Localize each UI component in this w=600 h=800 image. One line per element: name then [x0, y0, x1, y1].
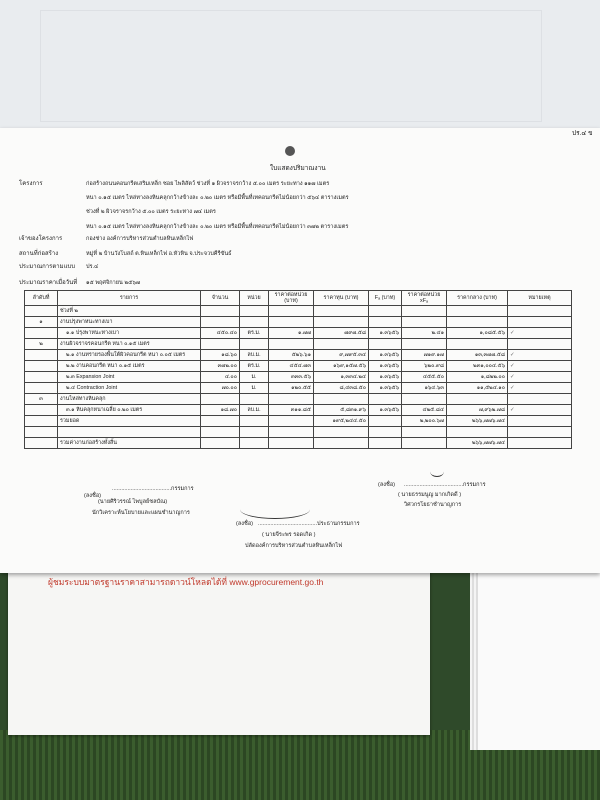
- cell-uprice: [269, 317, 314, 328]
- cell-uprice: [269, 339, 314, 350]
- cell-no: ๒: [25, 339, 58, 350]
- cell-item: ๓.๑ หินคลุกหนาเฉลี่ย ๐.๒๐ เมตร: [58, 405, 201, 416]
- project-line-4: หนา ๐.๑๕ เมตร ไหล่ทางลงหินคลุกกว้างข้างละ ๐.๒๐ เมตร หรือมีพื้นที่เทคอนกรีตไม่น้อยกว่า ๓๗๒ ตารางเมตร: [86, 224, 349, 230]
- cell-fa: ๑.๓๖๕๖: [369, 350, 402, 361]
- cell-no: [25, 416, 58, 427]
- table-row: [25, 306, 572, 317]
- project-line-2: หนา ๐.๑๕ เมตร ไหล่ทางลงหินคลุกกว้างข้างละ ๐.๒๐ เมตร หรือมีพื้นที่เทคอนกรีตไม่น้อยกว่า ๕๖๔ ตารางเมตร: [86, 195, 349, 201]
- site-label: สถานที่ก่อสร้าง: [19, 251, 59, 257]
- cell-no: [25, 427, 58, 438]
- cell-uprice: ๓๓๓.๕๖: [269, 372, 314, 383]
- table-row: [25, 361, 572, 372]
- cell-note: ✓: [508, 350, 572, 361]
- cell-item: ๒.๓ Expansion Joint: [58, 372, 201, 383]
- cell-mid: [447, 339, 508, 350]
- cell-item: งานผิวจราจรคอนกรีต หนา ๐.๑๕ เมตร: [58, 339, 201, 350]
- table-header-row: [25, 291, 572, 306]
- table-body: [25, 306, 572, 449]
- form-code: ปร.๔ ข: [572, 130, 593, 137]
- project-label: โครงการ: [19, 181, 43, 187]
- cell-qty: ๑๘.๖๐: [201, 350, 240, 361]
- header-unit: หน่วย: [240, 291, 269, 306]
- cell-uprice: ๔๕๔.๗๓: [269, 361, 314, 372]
- cell-ufa: [402, 394, 447, 405]
- cell-qty: ๔.๐๐: [201, 372, 240, 383]
- cell-cost: [314, 339, 369, 350]
- header-unit-fa: ราคาต่อหน่วย xFₐ: [402, 291, 447, 306]
- faded-table-outline: [40, 10, 542, 122]
- left-sign-line: ......................................กรรมการ: [112, 486, 194, 492]
- cell-fa: [369, 438, 402, 449]
- cell-fa: ๑.๓๖๕๖: [369, 361, 402, 372]
- project-line-1: ก่อสร้างถนนคอนกรีตเสริมเหล็ก ซอย ไพลิสัตว์ ช่วงที่ ๑ ผิวจราจรกว้าง ๕.๐๐ เมตร ระยะทาง ๑๑๗ เมตร: [86, 181, 330, 187]
- cell-mid: ๒๖๖,๗๗๖.๗๔: [447, 416, 508, 427]
- cell-cost: ๑,๓๓๔.๒๔: [314, 372, 369, 383]
- cell-fa: [369, 306, 402, 317]
- table-row: [25, 438, 572, 449]
- cell-cost: [314, 427, 369, 438]
- cell-uprice: [269, 306, 314, 317]
- cell-ufa: ๒.๔๑: [402, 328, 447, 339]
- site-value: หมู่ที่ ๒ บ้านวังโบสถ์ ต.หินเหล็กไฟ อ.หัวหิน จ.ประจวบคีรีขันธ์: [86, 251, 232, 257]
- cell-qty: [201, 317, 240, 328]
- cell-note: ✓: [508, 372, 572, 383]
- cell-ufa: ๗๑๙.๑๗: [402, 350, 447, 361]
- cell-ufa: ๔๒๕.๘๔: [402, 405, 447, 416]
- cell-mid: [447, 394, 508, 405]
- cell-qty: ๑๘.๗๐: [201, 405, 240, 416]
- cell-note: ✓: [508, 405, 572, 416]
- cell-unit: ม.: [240, 383, 269, 394]
- cell-unit: [240, 306, 269, 317]
- cell-item: งานไหล่ทางหินคลุก: [58, 394, 201, 405]
- cell-note: [508, 339, 572, 350]
- header-item: รายการ: [58, 291, 201, 306]
- cell-uprice: [269, 427, 314, 438]
- cell-uprice: [269, 438, 314, 449]
- cell-mid: ๗,๙๖๒.๗๘: [447, 405, 508, 416]
- cell-unit: [240, 317, 269, 328]
- cell-uprice: ๑.๗๗: [269, 328, 314, 339]
- cell-uprice: [269, 394, 314, 405]
- cell-fa: ๑.๓๖๕๖: [369, 383, 402, 394]
- procurement-link-text: ผู้ชมระบบมาตรฐานราคาสามารถดาวน์โหลดได้ที่ www.gprocurement.go.th: [48, 577, 324, 587]
- cell-no: [25, 361, 58, 372]
- lower-document-sheet: [8, 565, 430, 735]
- cell-qty: [201, 416, 240, 427]
- cell-unit: [240, 394, 269, 405]
- header-unit-price: ราคาต่อหน่วย (บาท): [269, 291, 314, 306]
- header-note: หมายเหตุ: [508, 291, 572, 306]
- cell-mid: [447, 306, 508, 317]
- cell-ufa: [402, 438, 447, 449]
- quantity-table: [24, 290, 572, 449]
- cell-mid: ๒๓๑,๐๐๔.๕๖: [447, 361, 508, 372]
- header-median-price: ราคากลาง (บาท): [447, 291, 508, 306]
- cell-no: [25, 372, 58, 383]
- cell-no: [25, 306, 58, 317]
- cell-cost: [314, 306, 369, 317]
- binder-clip-icon: [285, 146, 295, 156]
- cell-mid: ๒๖๖,๗๗๖.๗๔: [447, 438, 508, 449]
- cell-qty: [201, 306, 240, 317]
- right-signature-scribble: [430, 466, 444, 477]
- table-row: [25, 372, 572, 383]
- cell-cost: ๑๖๙,๑๕๗.๕๖: [314, 361, 369, 372]
- paper-stack: [478, 565, 600, 750]
- cell-cost: [314, 438, 369, 449]
- cell-item: รวมยอด: [58, 416, 201, 427]
- header-no: ลำดับที่: [25, 291, 58, 306]
- owner-value: กองช่าง องค์การบริหารส่วนตำบลหินเหล็กไฟ: [86, 236, 194, 242]
- header-qty: จำนวน: [201, 291, 240, 306]
- cell-item: [58, 427, 201, 438]
- table-row: [25, 339, 572, 350]
- cell-note: [508, 416, 572, 427]
- cell-item: ๑.๑ ปรุงพาหนะทางเบา: [58, 328, 201, 339]
- cell-cost: ๙,๗๙๕.๓๔: [314, 350, 369, 361]
- cell-uprice: ๕๒๖.๖๑: [269, 350, 314, 361]
- owner-label: เจ้าของโครงการ: [19, 236, 63, 242]
- cell-item: ๒.๔ Contraction Joint: [58, 383, 201, 394]
- cell-uprice: ๓๑๑.๘๕: [269, 405, 314, 416]
- table-row: [25, 405, 572, 416]
- cell-note: [508, 438, 572, 449]
- cell-no: [25, 405, 58, 416]
- left-sign-prefix: (ลงชื่อ): [84, 493, 102, 499]
- cell-ufa: [402, 317, 447, 328]
- table-row: [25, 394, 572, 405]
- center-sign-line: ......................................ประธานกรรมการ: [258, 521, 360, 527]
- center-signature-scribble: [240, 500, 310, 519]
- cell-unit: ตร.ม.: [240, 328, 269, 339]
- cell-fa: ๑.๓๖๕๖: [369, 372, 402, 383]
- cell-cost: ๕,๘๓๑.๙๖: [314, 405, 369, 416]
- document-title: ใบแสดงปริมาณงาน: [270, 165, 326, 172]
- cell-mid: ๑,๘๒๒.๐๐: [447, 372, 508, 383]
- header-cost: ราคาทุน (บาท): [314, 291, 369, 306]
- cell-fa: [369, 427, 402, 438]
- cell-ufa: ๖๒๐.๙๘: [402, 361, 447, 372]
- cell-note: ✓: [508, 328, 572, 339]
- cell-fa: [369, 416, 402, 427]
- cell-uprice: ๑๒๐.๕๕: [269, 383, 314, 394]
- center-signer-role: ปลัดองค์การบริหารส่วนตำบลหินเหล็กไฟ: [245, 543, 343, 549]
- cell-qty: [201, 394, 240, 405]
- cell-uprice: [269, 416, 314, 427]
- table-row: [25, 383, 572, 394]
- cell-ufa: [402, 339, 447, 350]
- center-signer-name: ( นายจีระพร รอดเกิด ): [262, 532, 316, 538]
- cell-qty: [201, 339, 240, 350]
- date-value: ๑๕ พฤศจิกายน ๒๕๖๗: [86, 280, 141, 286]
- cell-item: รวมค่างานก่อสร้างทั้งสิ้น: [58, 438, 201, 449]
- cell-mid: ๑,๐๘๕.๕๖: [447, 328, 508, 339]
- cell-cost: [314, 394, 369, 405]
- cell-qty: [201, 427, 240, 438]
- cell-note: ✓: [508, 361, 572, 372]
- header-fa: Fₐ (บาท): [369, 291, 402, 306]
- cell-unit: [240, 427, 269, 438]
- cell-unit: [240, 339, 269, 350]
- cell-mid: ๑๑,๕๒๔.๑๐: [447, 383, 508, 394]
- cell-qty: ๔๕๐.๔๐: [201, 328, 240, 339]
- cell-no: [25, 438, 58, 449]
- cell-unit: ตร.ม.: [240, 361, 269, 372]
- cell-mid: [447, 317, 508, 328]
- cell-ufa: [402, 427, 447, 438]
- cell-fa: ๑.๓๖๕๖: [369, 405, 402, 416]
- table-row: [25, 317, 572, 328]
- cell-mid: [447, 427, 508, 438]
- cell-qty: [201, 438, 240, 449]
- table-row: [25, 350, 572, 361]
- table-row: [25, 416, 572, 427]
- cell-qty: ๓๗๒.๐๐: [201, 361, 240, 372]
- right-sign-line: ......................................กรรมการ: [404, 482, 486, 488]
- cell-no: ๓: [25, 394, 58, 405]
- cell-cost: [314, 317, 369, 328]
- cell-cost: ๗๙๗.๕๘: [314, 328, 369, 339]
- center-sign-prefix: (ลงชื่อ): [236, 521, 254, 527]
- cell-mid: ๑๓,๓๗๗.๕๘: [447, 350, 508, 361]
- cell-unit: ลบ.ม.: [240, 405, 269, 416]
- right-signer-name: ( นายธรรมนูญ มากเกิดดี ): [398, 492, 462, 498]
- cell-unit: [240, 438, 269, 449]
- cell-note: [508, 317, 572, 328]
- cell-ufa: [402, 306, 447, 317]
- cell-unit: ลบ.ม.: [240, 350, 269, 361]
- cell-no: [25, 350, 58, 361]
- cell-note: [508, 394, 572, 405]
- cell-fa: [369, 317, 402, 328]
- cell-no: [25, 383, 58, 394]
- cell-item: งานปรุงพาหนะทางเบา: [58, 317, 201, 328]
- cell-note: ✓: [508, 383, 572, 394]
- cell-note: [508, 306, 572, 317]
- cell-cost: ๘,๔๓๘.๕๐: [314, 383, 369, 394]
- cell-fa: [369, 339, 402, 350]
- cell-no: [25, 328, 58, 339]
- table-row: [25, 328, 572, 339]
- cell-note: [508, 427, 572, 438]
- cell-unit: ม.: [240, 372, 269, 383]
- right-signer-role: วิศวกรโยธาชำนาญการ: [404, 502, 462, 508]
- cell-cost: ๑๙๕,๒๔๔.๕๐: [314, 416, 369, 427]
- left-signer-name: (นายศิริวรรณ์ ไพบูลย์ชลบัณ): [98, 499, 168, 505]
- right-sign-prefix: (ลงชื่อ): [378, 482, 396, 488]
- cell-no: ๑: [25, 317, 58, 328]
- cell-ufa: ๒,๒๐๐.๖๗: [402, 416, 447, 427]
- project-line-3: ช่วงที่ ๒ ผิวจราจรกว้าง ๕.๐๐ เมตร ระยะทาง ๗๔ เมตร: [86, 209, 216, 215]
- cell-unit: [240, 416, 269, 427]
- cell-ufa: ๔๕๕.๕๐: [402, 372, 447, 383]
- left-signer-role: นักวิเคราะห์นโยบายและแผนชำนาญการ: [92, 510, 190, 516]
- form-label: ประมาณการตามแบบ: [19, 264, 76, 270]
- table-row: [25, 427, 572, 438]
- cell-item: ๒.๑ งานทรายรองพื้นใต้ผิวคอนกรีต หนา ๐.๐๕ เมตร: [58, 350, 201, 361]
- cell-fa: [369, 394, 402, 405]
- cell-item: ช่วงที่ ๒: [58, 306, 201, 317]
- form-value: ปร.๔: [86, 264, 99, 270]
- cell-qty: ๗๐.๐๐: [201, 383, 240, 394]
- cell-item: ๒.๒ งานคอนกรีต หนา ๐.๑๕ เมตร: [58, 361, 201, 372]
- cell-ufa: ๑๖๔.๖๓: [402, 383, 447, 394]
- date-label: ประมาณราคาเมื่อวันที่: [19, 280, 78, 286]
- cell-fa: ๑.๓๖๕๖: [369, 328, 402, 339]
